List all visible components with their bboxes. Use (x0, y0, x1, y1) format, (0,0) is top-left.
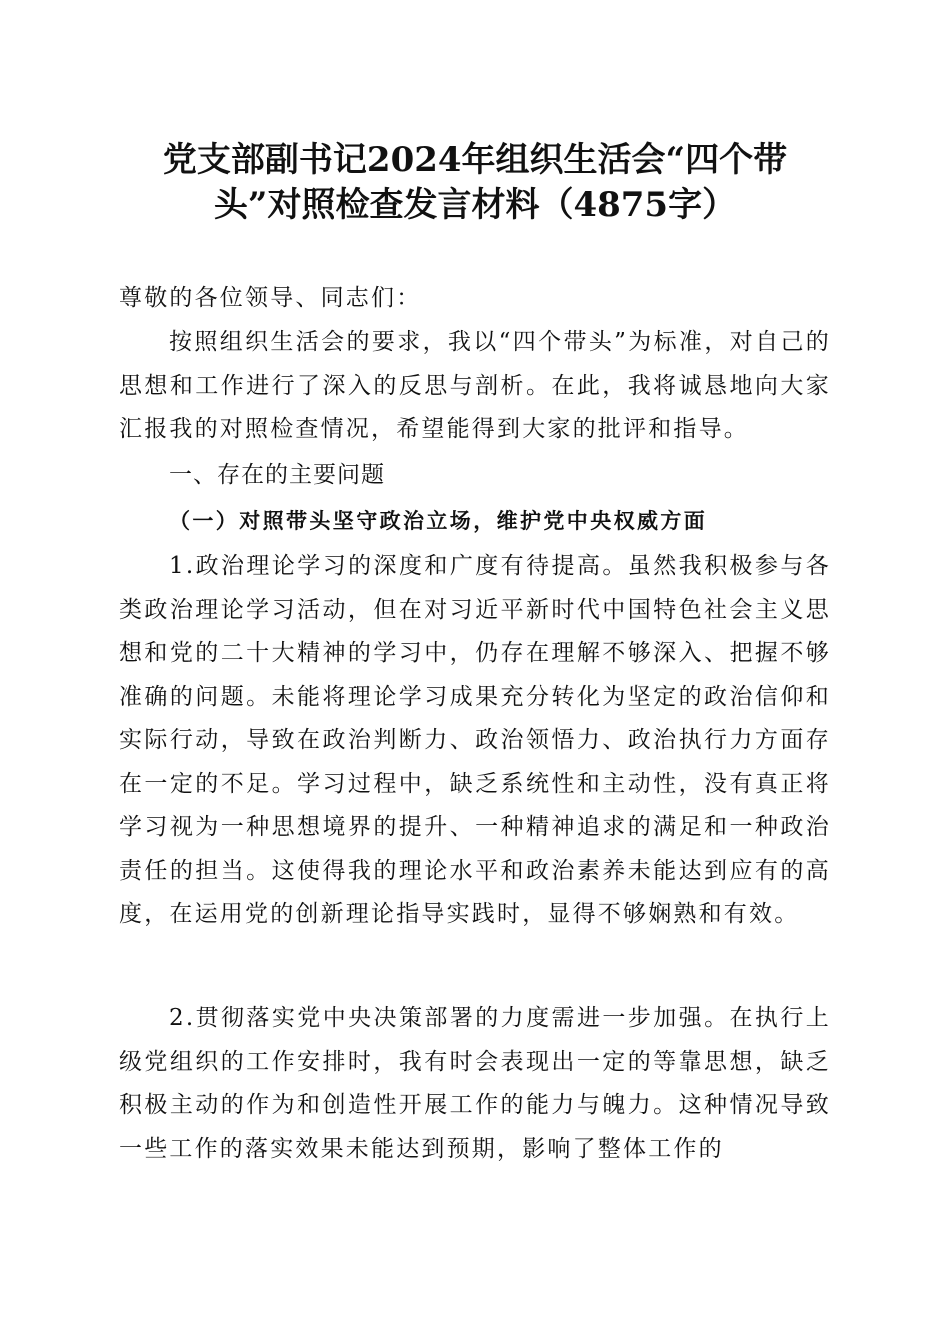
subsection-heading: （一）对照带头坚守政治立场，维护党中央权威方面 (169, 508, 708, 533)
salutation: 尊敬的各位领导、同志们： (119, 285, 422, 311)
section-heading: 一、存在的主要问题 (169, 462, 385, 488)
title-line-1: 党支部副书记2024年组织生活会“四个带 (162, 140, 788, 180)
point-2-paragraph: 2.贯彻落实党中央决策部署的力度需进一步加强。在执行上级党组织的工作安排时，我有时会表现出一定的等靠思想，缺乏积极主动的作为和创造性开展工作的能力与魄力。这种情况导致一些工作的落实效果未能达到预期，影响了整体工作的 (119, 1005, 831, 1162)
point-1-paragraph: 1.政治理论学习的深度和广度有待提高。虽然我积极参与各类政治理论学习活动，但在对习近平新时代中国特色社会主义思想和党的二十大精神的学习中，仍存在理解不够深入、把握不够准确的问题。未能将理论学习成果充分转化为坚定的政治信仰和实际行动，导致在政治判断力、政治领悟力、政治执行力方面存在一定的不足。学习过程中，缺乏系统性和主动性，没有真正将学习视为一种思想境界的提升、一种精神追求的满足和一种政治责任的担当。这使得我的理论水平和政治素养未能达到应有的高度，在运用党的创新理论指导实践时，显得不够娴熟和有效。 (119, 553, 831, 927)
title-line-2: 头”对照检查发言材料（4875字） (213, 185, 737, 225)
intro-paragraph: 按照组织生活会的要求，我以“四个带头”为标准，对自己的思想和工作进行了深入的反思与剖析。在此，我将诚恳地向大家汇报我的对照检查情况，希望能得到大家的批评和指导。 (119, 329, 831, 442)
document-title (100, 138, 850, 228)
